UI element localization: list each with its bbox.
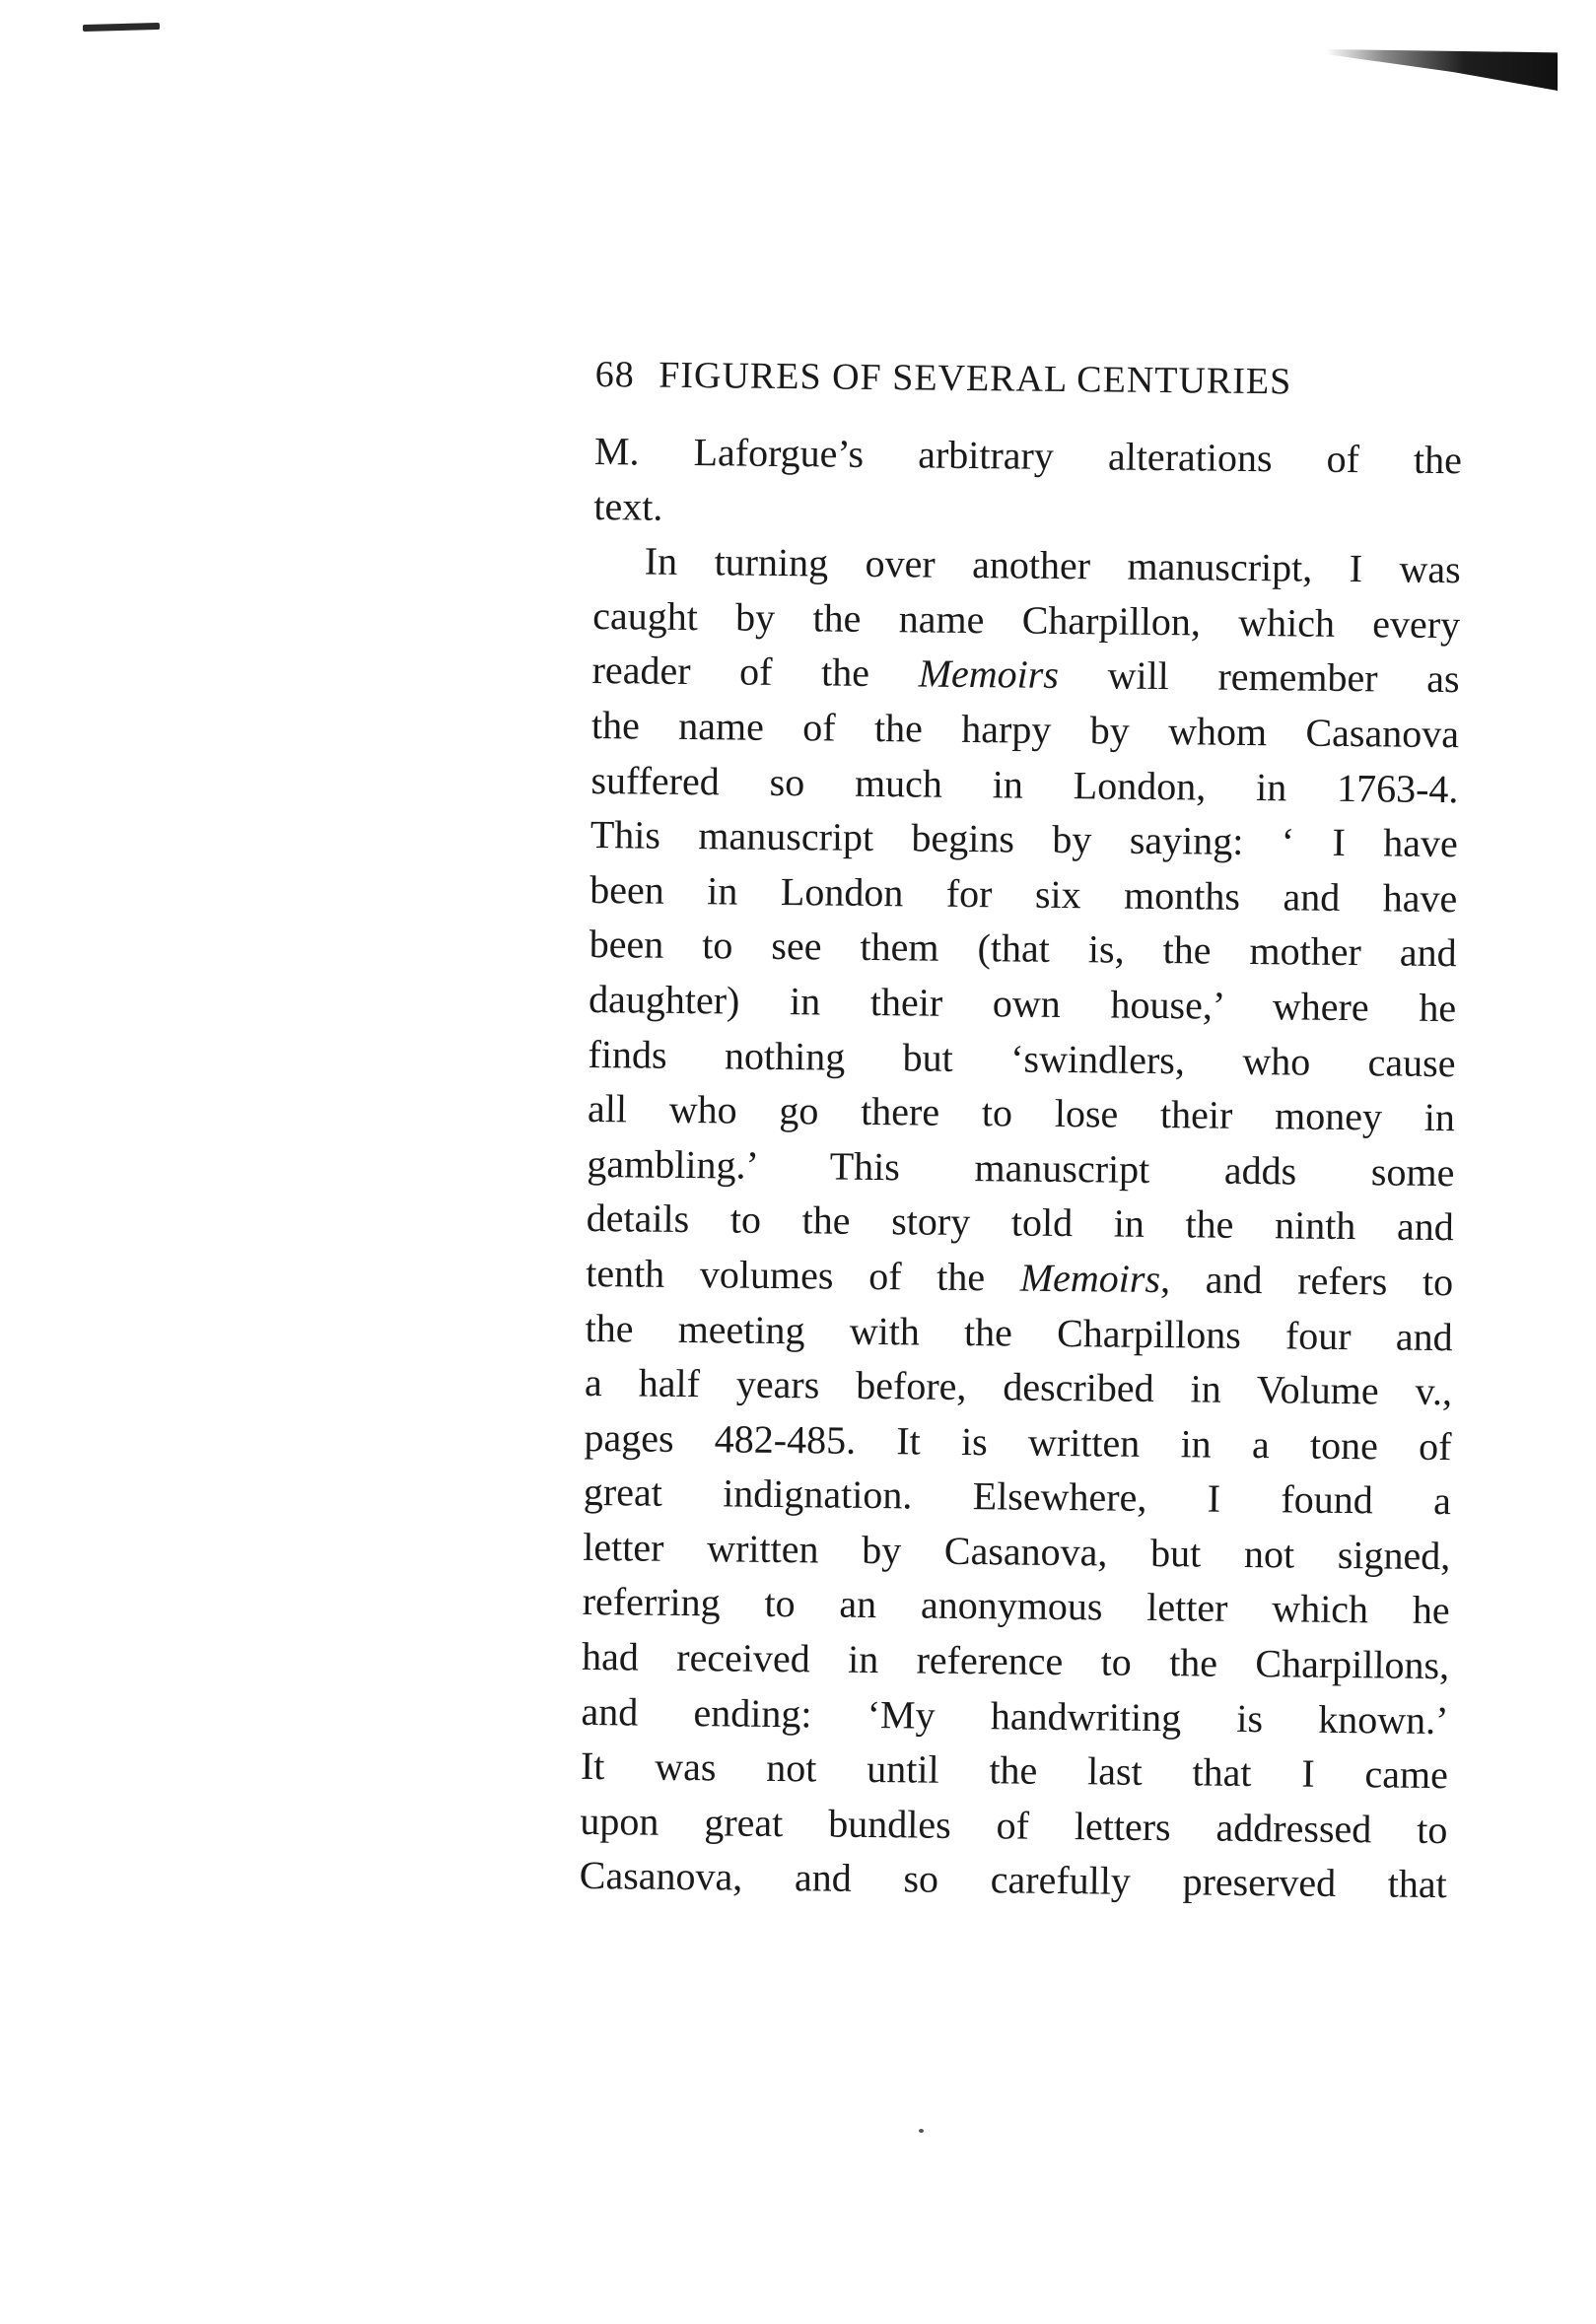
text-line: the meeting with the Charpillons four and: [585, 1305, 1453, 1359]
text-line: suffered so much in London, in 1763-4.: [590, 757, 1459, 811]
text-line: the name of the harpy by whom Casanova: [590, 702, 1460, 757]
text-line: [586, 1246, 1454, 1310]
text-line: all who go there to lose their money in: [587, 1086, 1456, 1140]
text-run: reader of the: [591, 648, 919, 696]
book-page: [580, 353, 1463, 1912]
text-line: text.: [593, 483, 663, 529]
text-line: This manuscript begins by saying: ‘ I have: [590, 812, 1459, 866]
text-run: , and refers to: [1159, 1256, 1454, 1305]
text-line: letter written by Casanova, but not signed,: [583, 1524, 1451, 1579]
text-line: a half years before, described in Volume v.,: [584, 1360, 1453, 1414]
text-line: caught by the name Charpillon, which every: [591, 592, 1461, 647]
running-title: FIGURES OF SEVERAL CENTURIES: [659, 354, 1292, 403]
scan-speck: [919, 2129, 924, 2133]
text-line: finds nothing but ‘swindlers, who cause: [588, 1031, 1456, 1085]
text-line: In turning over another manuscript, I was: [644, 538, 1461, 592]
text-line: been to see them (that is, the mother and: [589, 922, 1457, 976]
page-number: 68: [594, 353, 635, 396]
text-line: [591, 643, 1460, 707]
text-line: great indignation. Elsewhere, I found a: [583, 1470, 1452, 1524]
text-line: daughter) in their own house,’ where he: [588, 976, 1457, 1031]
paragraph-1: [593, 424, 1462, 542]
text-line: referring to an anonymous letter which he: [582, 1579, 1450, 1633]
text-line: pages 482-485. It is written in a tone of: [584, 1414, 1452, 1469]
text-line: been in London for six months and have: [590, 866, 1458, 921]
text-line: details to the story told in the ninth and: [586, 1196, 1454, 1250]
scan-edge-mark-left: [83, 23, 160, 32]
text-line: had received in reference to the Charpillons,: [581, 1633, 1450, 1688]
text-line: upon great bundles of letters addressed to: [580, 1798, 1448, 1852]
book-title: Memoirs: [1019, 1255, 1161, 1301]
text-line: gambling.’ This manuscript adds some: [587, 1140, 1455, 1195]
text-line: It was not until the last that I came: [580, 1743, 1449, 1798]
running-head: [595, 353, 1463, 405]
text-line: Casanova, and so carefully preserved that: [579, 1853, 1448, 1907]
paragraph-2: [580, 533, 1462, 1912]
text-run: will remember as: [1058, 652, 1460, 702]
book-title: Memoirs: [918, 650, 1060, 698]
text-run: tenth volumes of the: [585, 1250, 1021, 1300]
text-line: and ending: ‘My handwriting is known.’: [581, 1688, 1449, 1743]
text-line: M. Laforgue’s arbitrary alterations of the: [593, 428, 1463, 483]
scan-edge-mark-right: [1326, 49, 1558, 91]
